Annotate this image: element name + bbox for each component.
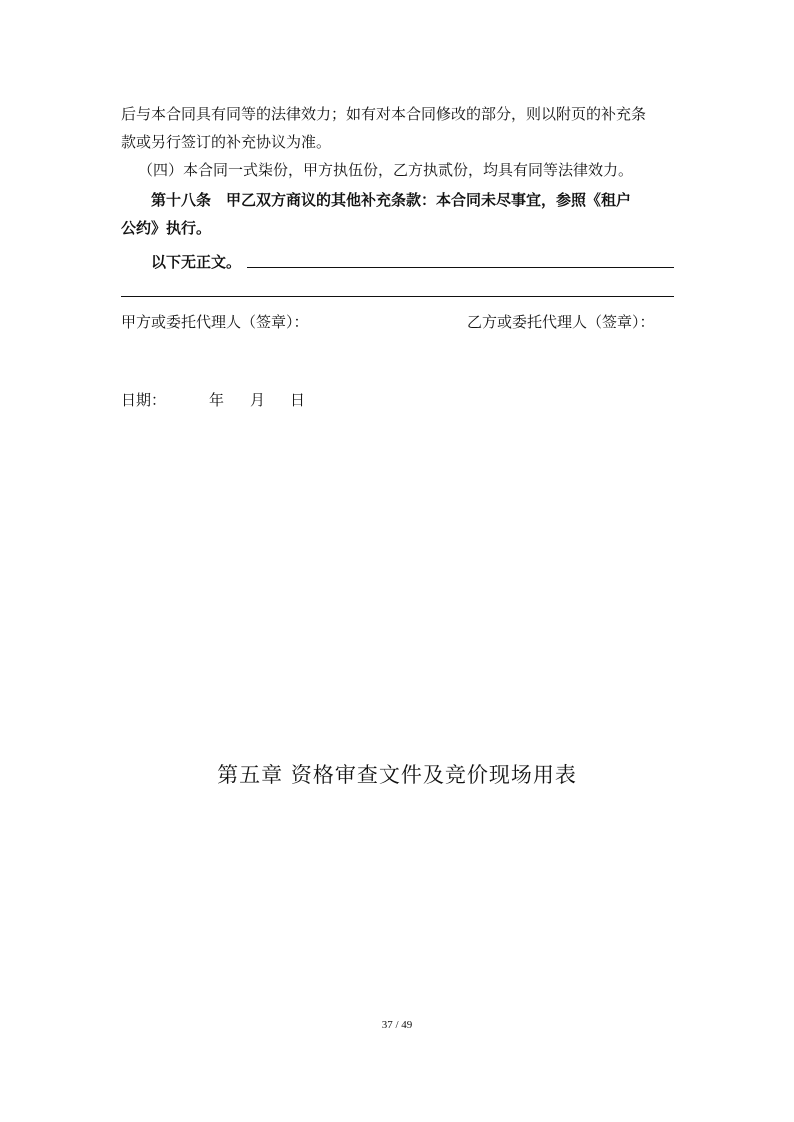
article-eighteen: 第十八条 甲乙双方商议的其他补充条款：本合同未尽事宜，参照《租户: [151, 191, 632, 209]
blank-underline: [247, 267, 674, 268]
no-more-text: 以下无正文。: [151, 253, 242, 271]
clause-four: （四）本合同一式柒份，甲方执伍份，乙方执贰份，均具有同等法律效力。: [138, 161, 634, 179]
page-number: 37 / 49: [381, 1019, 413, 1031]
date-year: 年: [209, 391, 225, 409]
paragraph-line: 后与本合同具有同等的法律效力；如有对本合同修改的部分，则以附页的补充条: [121, 105, 647, 123]
divider-line: [121, 296, 674, 297]
paragraph-line: 款或另行签订的补充协议为准。: [121, 133, 332, 151]
date-day: 日: [290, 391, 306, 409]
party-b-signature-label: 乙方或委托代理人（签章）：: [467, 313, 655, 331]
chapter-title: 第五章 资格审查文件及竞价现场用表: [217, 763, 577, 787]
date-label: 日期：: [121, 391, 167, 409]
date-month: 月: [250, 391, 266, 409]
article-eighteen-continued: 公约》执行。: [121, 219, 212, 237]
party-a-signature-label: 甲方或委托代理人（签章）：: [121, 313, 309, 331]
